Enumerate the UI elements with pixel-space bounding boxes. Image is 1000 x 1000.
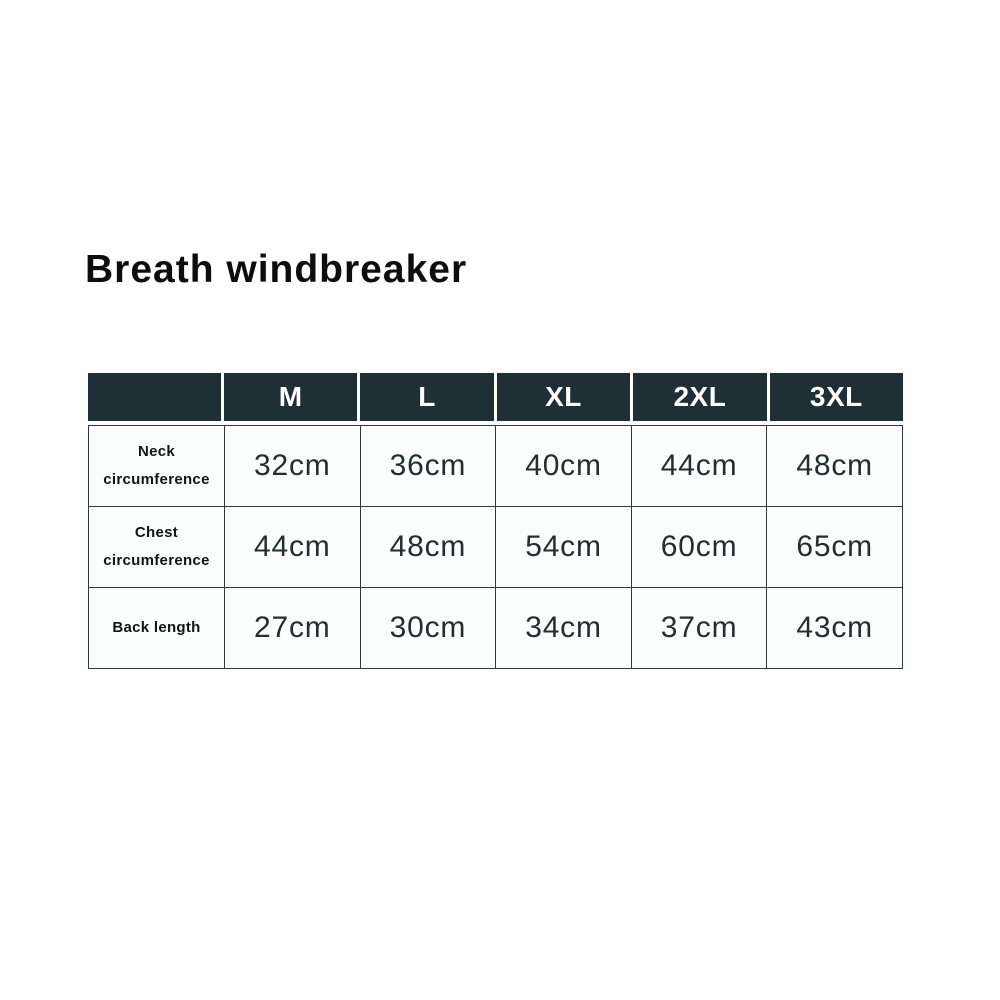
size-value: 43cm — [767, 588, 903, 669]
size-value: 44cm — [631, 426, 767, 507]
row-label: Chest circumference — [89, 507, 225, 588]
size-value: 32cm — [225, 426, 361, 507]
size-value: 36cm — [360, 426, 496, 507]
table-row-neck-circumference — [89, 426, 903, 507]
size-value: 37cm — [631, 588, 767, 669]
size-value: 34cm — [496, 588, 632, 669]
size-value: 40cm — [496, 426, 632, 507]
header-cell-l: L — [360, 373, 496, 421]
table-body — [88, 425, 903, 669]
header-cell-3xl: 3XL — [809, 381, 863, 412]
size-value: 48cm — [767, 426, 903, 507]
header-cell-m: M — [224, 373, 360, 421]
size-value: 30cm — [360, 588, 496, 669]
header-cell-2xl: 2XL — [633, 373, 769, 421]
size-value: 54cm — [496, 507, 632, 588]
size-value: 27cm — [225, 588, 361, 669]
size-value: 48cm — [360, 507, 496, 588]
header-cell-xl: XL — [497, 373, 633, 421]
size-value: 65cm — [767, 507, 903, 588]
size-value: 44cm — [225, 507, 361, 588]
header-cell-empty — [88, 373, 224, 421]
page-title: Breath windbreaker — [85, 248, 468, 291]
size-value: 60cm — [631, 507, 767, 588]
size-chart-table — [88, 373, 903, 669]
table-row-chest-circumference — [89, 507, 903, 588]
row-label: Neck circumference — [89, 426, 225, 507]
row-label: Back length — [89, 588, 225, 669]
table-header-row — [88, 373, 903, 421]
table-row-back-length — [89, 588, 903, 669]
